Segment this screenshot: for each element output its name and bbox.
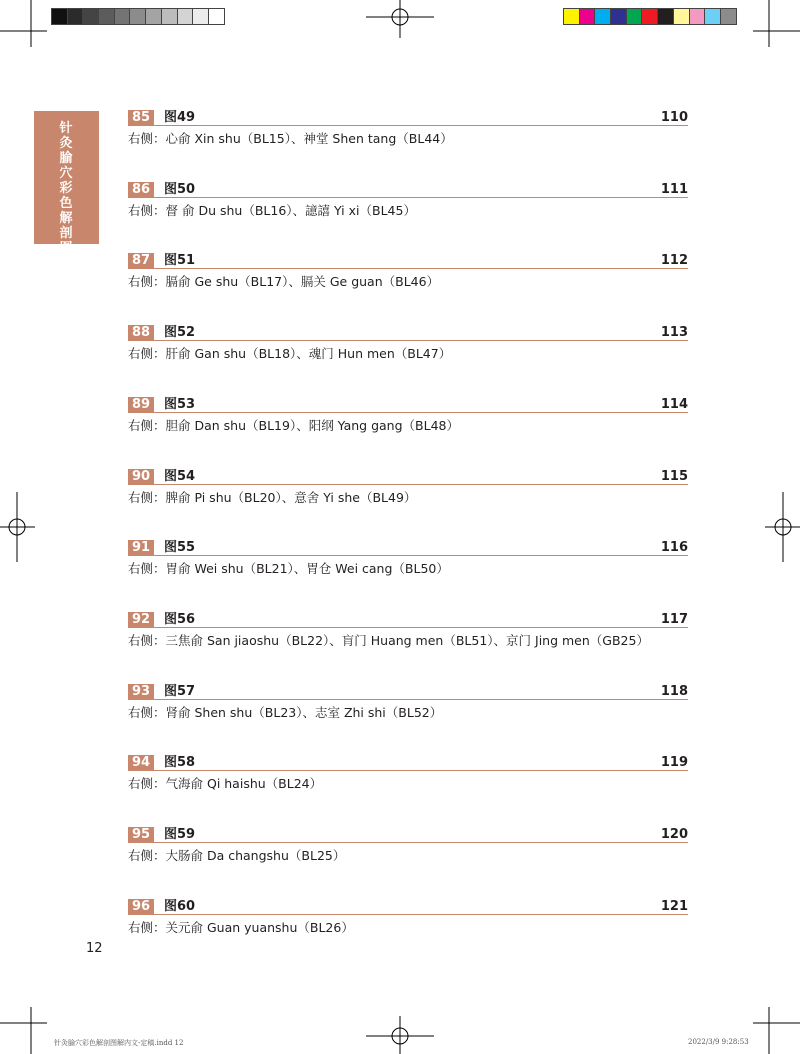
entry-divider — [128, 484, 688, 485]
entry-number-badge: 90 — [128, 469, 154, 485]
entry-divider — [128, 914, 688, 915]
entry-figure-label: 图55 — [164, 540, 196, 556]
entry-description: 右侧：督 俞 Du shu（BL16）、譩譆 Yi xi（BL45） — [128, 202, 416, 218]
entry-divider — [128, 340, 688, 341]
entry-divider — [128, 125, 688, 126]
entry-page-number: 114 — [660, 396, 688, 412]
entry-divider — [128, 412, 688, 413]
footer-timestamp: 2022/3/9 9:28:53 — [688, 1038, 749, 1046]
entry-divider — [128, 268, 688, 269]
entry-divider — [128, 699, 688, 700]
entry-number-badge: 85 — [128, 110, 154, 126]
entry-figure-label: 图50 — [164, 181, 196, 197]
figure-entry — [128, 253, 688, 309]
entry-figure-label: 图59 — [164, 827, 196, 842]
entry-description: 右侧：三焦俞 San jiaoshu（BL22）、肓门 Huang men（BL51）、京门 Jing men（GB25） — [128, 632, 649, 648]
figure-entry — [128, 325, 688, 381]
entry-description: 右侧：膈俞 Ge shu（BL17）、膈关 Ge guan（BL46） — [128, 274, 440, 290]
entry-description: 右侧：肝俞 Gan shu（BL18）、魂门 Hun men（BL47） — [128, 346, 452, 362]
entry-number-badge: 94 — [128, 755, 154, 771]
entry-page-number: 118 — [660, 683, 688, 699]
entry-description: 右侧：肾俞 Shen shu（BL23）、志室 Zhi shi（BL52） — [128, 704, 443, 720]
entry-page-number: 121 — [660, 898, 688, 914]
chapter-side-tab-title: 针灸腧穴彩色解剖图解 — [59, 121, 73, 271]
entry-divider — [128, 197, 688, 198]
entry-number-badge: 92 — [128, 612, 154, 628]
entry-figure-label: 图54 — [164, 468, 196, 484]
entry-figure-label: 图60 — [164, 898, 196, 914]
figure-entry — [128, 469, 688, 525]
entry-divider — [128, 555, 688, 556]
entry-number-badge: 91 — [128, 540, 154, 556]
entry-figure-label: 图53 — [164, 396, 196, 412]
figure-entry — [128, 612, 688, 668]
entry-figure-label: 图52 — [164, 325, 196, 341]
figure-entry — [128, 110, 688, 166]
entry-number-badge: 88 — [128, 325, 154, 341]
entry-divider — [128, 770, 688, 771]
entry-page-number: 112 — [660, 253, 688, 269]
entry-number-badge: 86 — [128, 182, 154, 198]
entry-figure-label: 图58 — [164, 755, 196, 771]
entry-divider — [128, 842, 688, 843]
figure-entry — [128, 182, 688, 238]
entry-page-number: 119 — [660, 755, 688, 771]
entry-figure-label: 图49 — [164, 110, 196, 125]
entry-description: 右侧：胃俞 Wei shu（BL21）、胃仓 Wei cang（BL50） — [128, 561, 449, 577]
entry-number-badge: 87 — [128, 253, 154, 269]
entry-description: 右侧：关元俞 Guan yuanshu（BL26） — [128, 919, 354, 935]
entry-figure-label: 图57 — [164, 683, 196, 699]
figure-entry — [128, 540, 688, 596]
page-number: 12 — [86, 941, 103, 956]
entry-page-number: 115 — [660, 468, 688, 484]
entry-description: 右侧：大肠俞 Da changshu（BL25） — [128, 848, 346, 863]
figure-entry — [128, 397, 688, 453]
entry-figure-label: 图56 — [164, 611, 196, 627]
entry-number-badge: 89 — [128, 397, 154, 413]
entry-page-number: 113 — [660, 325, 688, 341]
figure-entry — [128, 755, 688, 811]
figure-entry — [128, 827, 688, 883]
entry-number-badge: 96 — [128, 899, 154, 915]
entry-description: 右侧：心俞 Xin shu（BL15）、神堂 Shen tang（BL44） — [128, 131, 453, 146]
entry-page-number: 111 — [660, 181, 688, 197]
entry-page-number: 117 — [660, 611, 688, 627]
figure-entry — [128, 899, 688, 955]
entry-description: 右侧：脾俞 Pi shu（BL20）、意舍 Yi she（BL49） — [128, 489, 417, 505]
figure-entry — [128, 684, 688, 740]
entry-page-number: 116 — [660, 540, 688, 556]
entry-figure-label: 图51 — [164, 253, 196, 269]
entry-divider — [128, 627, 688, 628]
footer-file-info: 针灸腧穴彩色解剖图解内文-定稿.indd 12 — [54, 1039, 184, 1047]
entry-page-number: 110 — [660, 110, 688, 125]
entry-description: 右侧：气海俞 Qi haishu（BL24） — [128, 776, 323, 792]
entry-description: 右侧：胆俞 Dan shu（BL19）、阳纲 Yang gang（BL48） — [128, 417, 459, 433]
entry-number-badge: 93 — [128, 684, 154, 700]
entry-page-number: 120 — [660, 827, 688, 842]
entry-number-badge: 95 — [128, 827, 154, 843]
